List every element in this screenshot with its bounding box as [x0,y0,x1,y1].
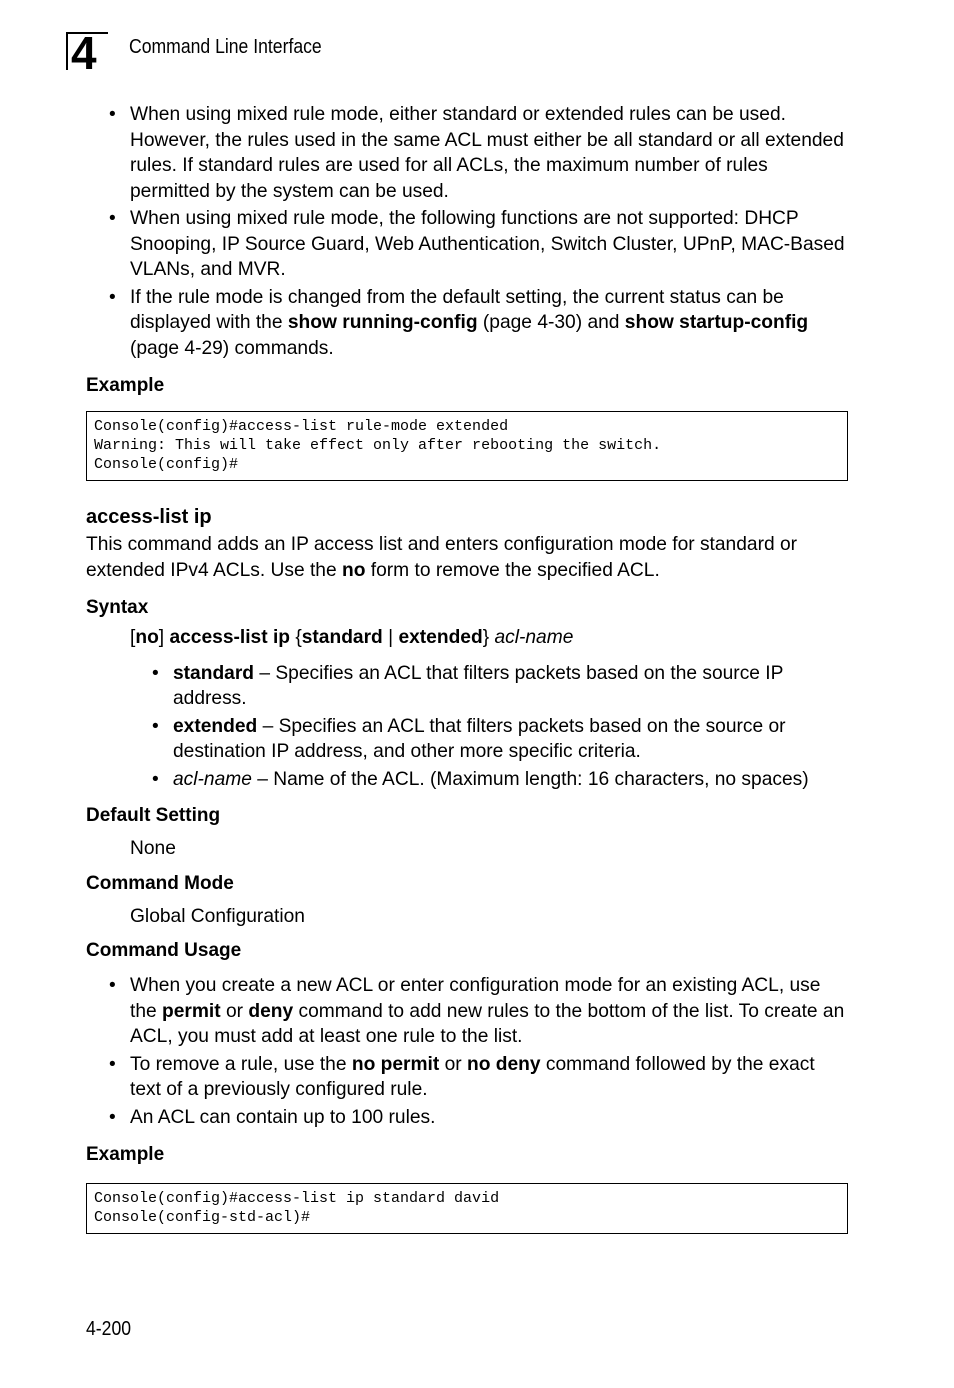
example-code-block: Console(config)#access-list rule-mode extended Warning: This will take effect only after rebooting the switch. Console(config)# [86,411,848,481]
bold-term: access-list ip [169,627,290,648]
syntax-params-list [86,661,848,793]
bold-term: no deny [467,1053,541,1075]
page-number: 4-200 [86,1318,132,1340]
list-item: • An ACL can contain up to 100 rules. [130,1105,848,1131]
bold-term: deny [248,1000,294,1022]
bold-term: permit [162,1000,221,1022]
bold-term: show startup-config [624,312,809,333]
bold-term: extended [398,627,483,648]
running-header [66,27,366,79]
syntax-line: [no] access-list ip {standard | extended} acl-name [130,627,574,648]
list-item: • acl-name – Name of the ACL. (Maximum length: 16 characters, no spaces) [173,767,848,793]
syntax-heading: Syntax [86,597,149,618]
command-description: This command adds an IP access list and enters configuration mode for standard or extended IPv4 ACLs. Use the no form to remove the specified ACL. [86,534,798,581]
example-heading-2: Example [86,1144,165,1165]
chapter-number: 4 [66,32,108,70]
bold-term: no [135,627,159,648]
chapter-title: Command Line Interface [129,36,322,58]
bold-term: show running-config [287,312,478,333]
bold-term: standard [301,627,383,648]
list-item: • standard – Specifies an ACL that filters packets based on the source IP address. [173,661,848,712]
list-item: • When using mixed rule mode, either standard or extended rules can be used. However, the rules used in the same ACL must either be all standard or all extended rules. If standard rules are used for all ACLs, the maximum number of rules permitted by the system can be used. [130,102,848,204]
command-mode-value: Global Configuration [130,905,305,927]
list-item: • If the rule mode is changed from the default setting, the current status can be displayed with the show running-config (page 4-30) and show startup-config (page 4-29) commands. [130,285,848,362]
command-title: access-list ip [86,506,212,528]
list-item: • To remove a rule, use the no permit or no deny command followed by the exact text of a previously configured rule. [130,1052,848,1103]
bold-term: no permit [351,1053,440,1075]
command-mode-heading: Command Mode [86,872,234,894]
default-setting-heading: Default Setting [86,805,221,826]
italic-term: acl-name [494,627,574,648]
command-usage-list [86,973,848,1130]
page-body [86,102,848,1234]
bold-term: extended [173,715,258,737]
bold-term: standard [173,662,255,684]
rule-mode-notes-list [86,102,848,361]
example-heading: Example [86,375,165,396]
italic-term: acl-name [173,768,252,790]
list-item: • extended – Specifies an ACL that filters packets based on the source or destination IP address, and other more specific criteria. [173,714,848,765]
command-usage-heading: Command Usage [86,940,242,961]
list-item: • When using mixed rule mode, the following functions are not supported: DHCP Snooping, IP Source Guard, Web Authentication, Switch Cluster, UPnP, MAC-Based VLANs, and MVR. [130,206,848,283]
bold-term: no [342,559,366,581]
list-item: • When you create a new ACL or enter configuration mode for an existing ACL, use the permit or deny command to add new rules to the bottom of the list. To create an ACL, you must add at least one rule to the list. [130,973,848,1050]
example-code-block-2: Console(config)#access-list ip standard david Console(config-std-acl)# [86,1183,848,1234]
default-setting-value: None [130,838,176,859]
